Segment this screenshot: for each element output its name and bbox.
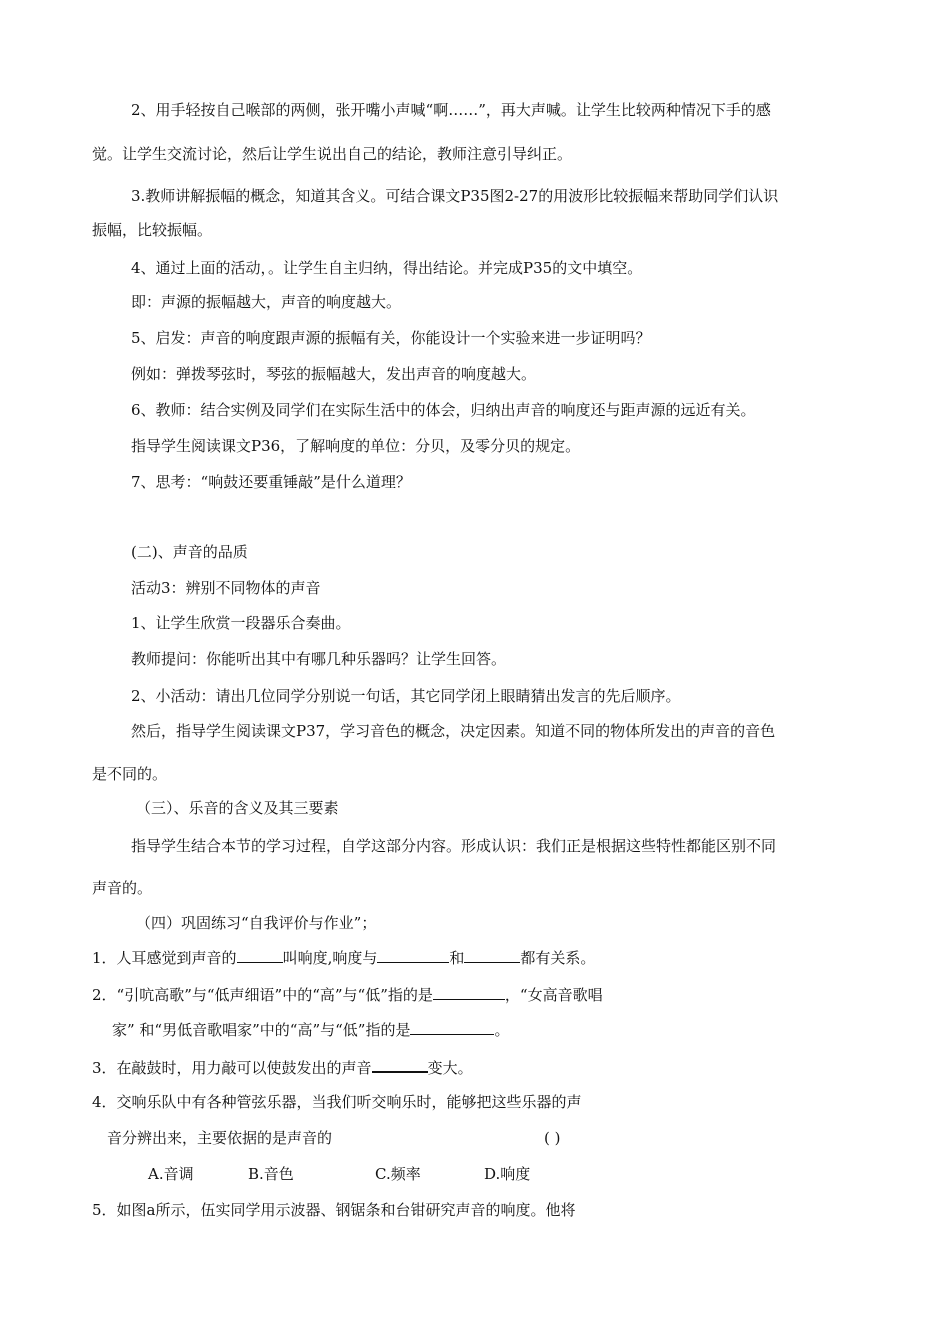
exercise-text: 在敲鼓时，用力敲可以使鼓发出的声音 (116, 1059, 372, 1077)
option-b[interactable]: B.音色 (248, 1165, 294, 1183)
exercise-text: “引吭高歌”与“低声细语”中的“高”与“低”指的是 (116, 986, 433, 1004)
paragraph-6-guidance: 指导学生阅读课文P36，了解响度的单位：分贝，及零分贝的规定。 (131, 437, 581, 455)
paragraph-3-line-1: 3.教师讲解振幅的概念，知道其含义。可结合课文P35图2-27的用波形比较振幅来帮助同学们认识 (131, 187, 779, 205)
fill-blank[interactable] (372, 1057, 428, 1073)
paragraph-3-line-2: 振幅，比较振幅。 (92, 221, 213, 239)
exercise-text: 叫响度,响度与 (282, 949, 378, 967)
fill-blank[interactable] (464, 948, 520, 963)
paragraph-4: 4、通过上面的活动，。让学生自主归纳，得出结论。并完成P35的文中填空。 (131, 259, 643, 277)
exercise-1 (92, 948, 595, 968)
section-heading-4: （四）巩固练习“自我评价与作业”； (136, 914, 377, 932)
exercise-2-line-2 (112, 1020, 509, 1040)
exercise-number: 2． (92, 986, 117, 1004)
answer-parentheses[interactable]: ( ) (544, 1129, 561, 1147)
exercise-4-line-1 (92, 1092, 582, 1112)
item-2: 2、小活动：请出几位同学分别说一句话，其它同学闭上眼睛猜出发言的先后顺序。 (131, 687, 681, 705)
option-c[interactable]: C.频率 (375, 1165, 421, 1183)
section-heading-3: （三）、乐音的含义及其三要素 (136, 799, 339, 817)
exercise-number: 3． (92, 1059, 117, 1077)
exercise-number: 5． (92, 1201, 117, 1219)
fill-blank[interactable] (410, 1020, 494, 1035)
exercise-text: 如图a所示，伍实同学用示波器、钢锯条和台钳研究声音的响度。他将 (116, 1201, 576, 1219)
exercise-text: 。 (494, 1021, 510, 1039)
item-2-line-2: 是不同的。 (92, 765, 168, 783)
section-3-line-1: 指导学生结合本节的学习过程，自学这部分内容。形成认识：我们正是根据这些特性都能区别不同 (131, 837, 777, 855)
item-1: 1、让学生欣赏一段器乐合奏曲。 (131, 614, 351, 632)
option-a[interactable]: A.音调 (148, 1165, 194, 1183)
paragraph-2-line-1: 2、用手轻按自己喉部的两侧，张开嘴小声喊“啊……”，再大声喊。让学生比较两种情况下手的感 (131, 101, 771, 119)
exercise-text: 人耳感觉到声音的 (116, 949, 237, 967)
paragraph-4-conclusion: 即：声源的振幅越大，声音的响度越大。 (131, 293, 402, 311)
exercise-text: 都有关系。 (520, 949, 596, 967)
option-d[interactable]: D.响度 (484, 1165, 531, 1183)
exercise-text: 和 (449, 949, 465, 967)
fill-blank[interactable] (377, 948, 449, 963)
exercise-text: 家” 和“男低音歌唱家”中的“高”与“低”指的是 (112, 1021, 411, 1039)
item-1-question: 教师提问：你能听出其中有哪几种乐器吗？让学生回答。 (131, 650, 507, 668)
item-2-line-1: 然后，指导学生阅读课文P37，学习音色的概念，决定因素。知道不同的物体所发出的声音的音色 (131, 722, 776, 740)
section-3-line-2: 声音的。 (92, 879, 153, 897)
activity-3-title: 活动3：辨别不同物体的声音 (131, 579, 321, 597)
exercise-5 (92, 1200, 576, 1220)
exercise-2-line-1 (92, 985, 603, 1005)
paragraph-5-example: 例如：弹拨琴弦时，琴弦的振幅越大，发出声音的响度越大。 (131, 365, 537, 383)
exercise-number: 1． (92, 949, 117, 967)
exercise-3 (92, 1057, 473, 1078)
exercise-number: 4． (92, 1093, 117, 1111)
fill-blank[interactable] (433, 985, 505, 1000)
paragraph-6: 6、教师：结合实例及同学们在实际生活中的体会，归纳出声音的响度还与距声源的远近有关。 (131, 401, 756, 419)
paragraph-2-line-2: 觉。让学生交流讨论，然后让学生说出自己的结论，教师注意引导纠正。 (92, 145, 573, 163)
section-heading-2: (二)、声音的品质 (131, 543, 248, 561)
exercise-text: 变大。 (427, 1059, 473, 1077)
exercise-text: 交响乐队中有各种管弦乐器，当我们听交响乐时，能够把这些乐器的声 (116, 1093, 582, 1111)
fill-blank[interactable] (237, 948, 283, 963)
paragraph-5: 5、启发：声音的响度跟声源的振幅有关，你能设计一个实验来进一步证明吗？ (131, 329, 651, 347)
exercise-text: ，“女高音歌唱 (504, 986, 603, 1004)
paragraph-7: 7、思考：“响鼓还要重锤敲”是什么道理？ (131, 473, 411, 491)
exercise-4-line-2: 音分辨出来，主要依据的是声音的 (107, 1129, 333, 1147)
